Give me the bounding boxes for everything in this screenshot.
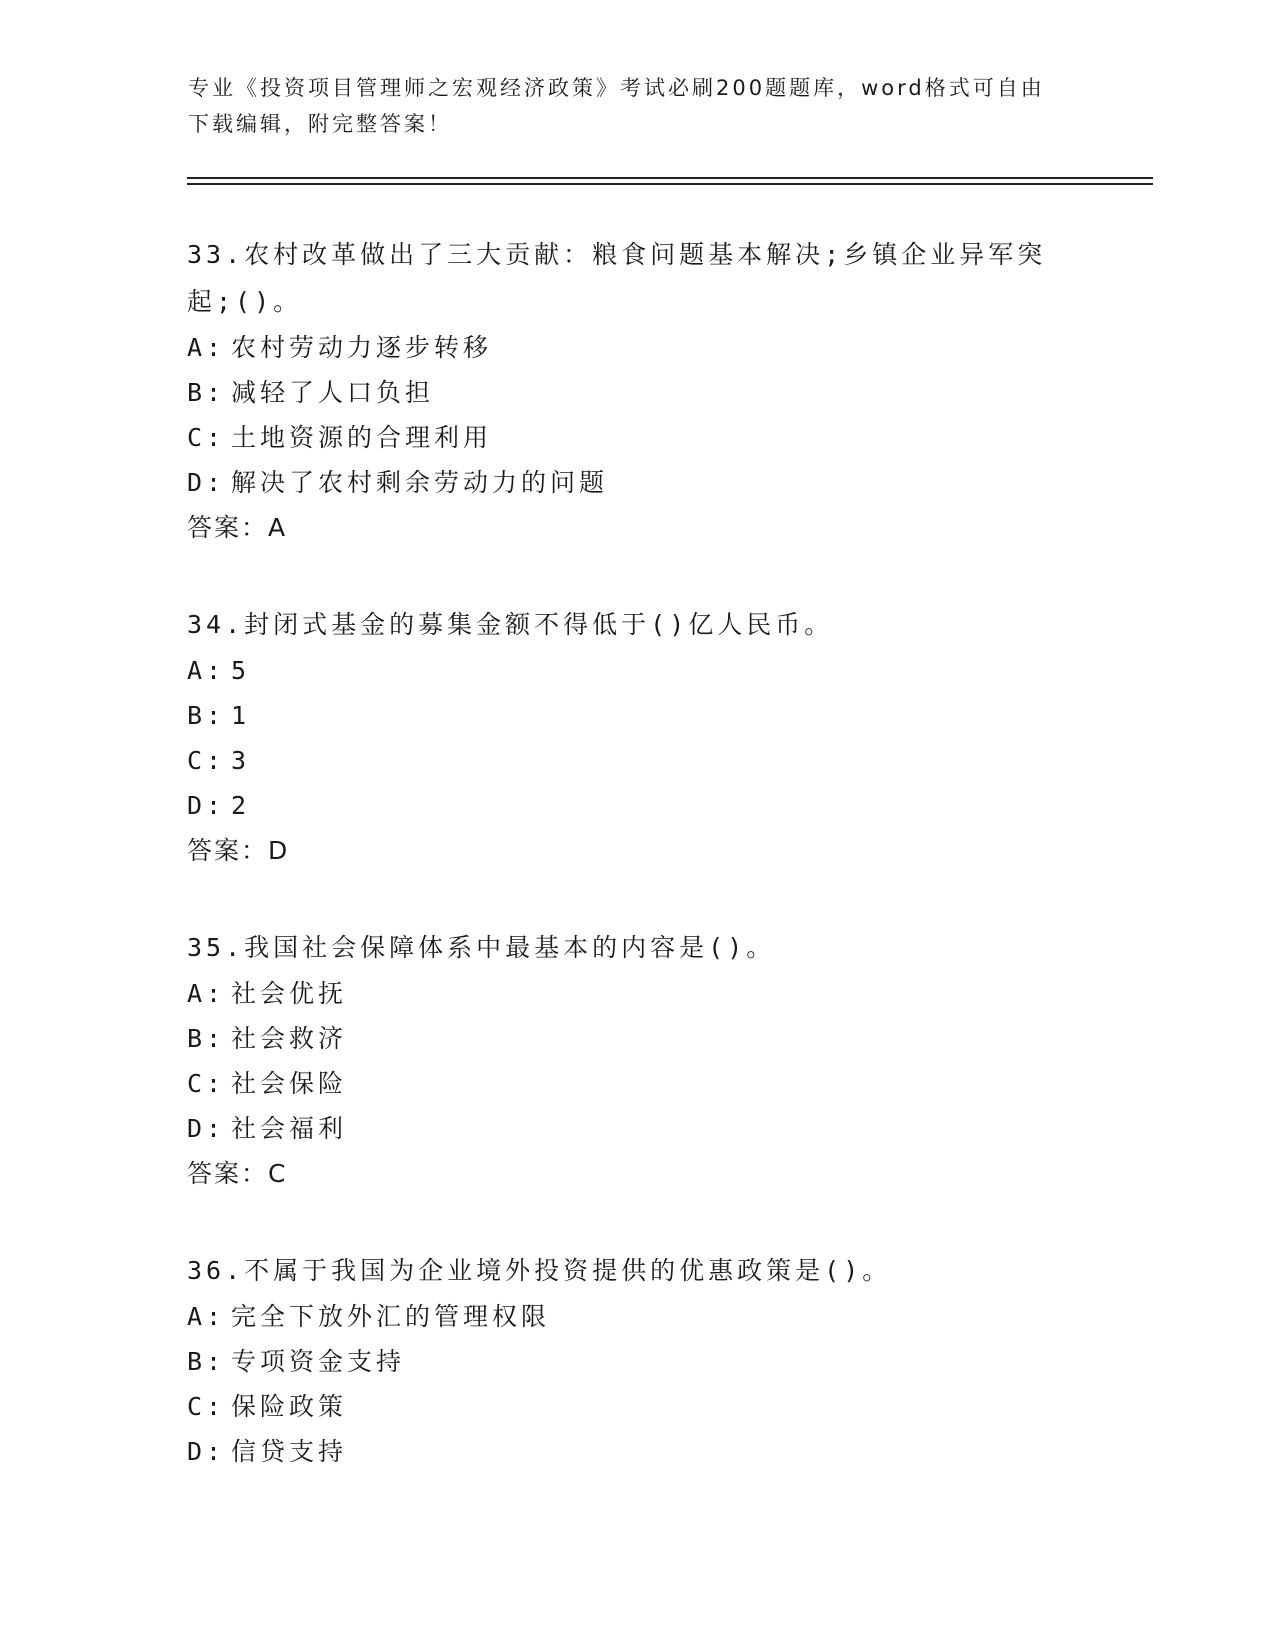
option-text: 2 (231, 791, 251, 820)
question-stem: 36.不属于我国为企业境外投资提供的优惠政策是()。 (187, 1256, 892, 1285)
option-text: 土地资源的合理利用 (231, 423, 493, 452)
option-letter: C: (187, 1392, 226, 1421)
option-a (187, 325, 1087, 370)
option-text: 农村劳动力逐步转移 (231, 333, 493, 362)
option-c (187, 1061, 1087, 1106)
option-b (187, 1339, 1087, 1384)
option-c (187, 415, 1087, 460)
option-text: 专项资金支持 (231, 1347, 406, 1376)
header-divider-top (187, 177, 1153, 179)
option-letter: A: (187, 333, 226, 362)
option-c (187, 1384, 1087, 1429)
question-stem: 33.农村改革做出了三大贡献：粮食问题基本解决;乡镇企业异军突起;()。 (187, 240, 1047, 316)
option-letter: D: (187, 1114, 226, 1143)
option-a (187, 1294, 1087, 1339)
option-letter: D: (187, 791, 226, 820)
answer-line: 答案：D (187, 836, 290, 865)
option-text: 3 (231, 746, 251, 775)
option-d (187, 1106, 1087, 1151)
option-a (187, 971, 1087, 1016)
option-text: 减轻了人口负担 (231, 378, 435, 407)
question-36 (187, 1247, 1087, 1474)
header-divider-bottom (187, 183, 1153, 185)
option-text: 社会优抚 (231, 979, 348, 1008)
option-text: 完全下放外汇的管理权限 (231, 1302, 551, 1331)
option-a (187, 648, 1087, 693)
option-d (187, 783, 1087, 828)
option-b (187, 370, 1087, 415)
option-letter: A: (187, 1302, 226, 1331)
option-d (187, 1429, 1087, 1474)
option-letter: B: (187, 701, 226, 730)
option-letter: D: (187, 1437, 226, 1466)
option-letter: C: (187, 746, 226, 775)
option-text: 保险政策 (231, 1392, 348, 1421)
option-letter: B: (187, 1347, 226, 1376)
question-34 (187, 601, 1087, 874)
option-letter: B: (187, 378, 226, 407)
question-35 (187, 924, 1087, 1197)
option-letter: A: (187, 979, 226, 1008)
option-b (187, 1016, 1087, 1061)
option-letter: C: (187, 423, 226, 452)
option-c (187, 738, 1087, 783)
option-text: 1 (231, 701, 251, 730)
option-b (187, 693, 1087, 738)
option-letter: C: (187, 1069, 226, 1098)
question-33 (187, 231, 1087, 551)
option-letter: D: (187, 468, 226, 497)
option-text: 社会福利 (231, 1114, 348, 1143)
option-text: 解决了农村剩余劳动力的问题 (231, 468, 609, 497)
answer-line: 答案：C (187, 1159, 288, 1188)
option-text: 5 (231, 656, 251, 685)
option-letter: B: (187, 1024, 226, 1053)
option-text: 信贷支持 (231, 1437, 348, 1466)
question-stem: 35.我国社会保障体系中最基本的内容是()。 (187, 933, 776, 962)
question-list (187, 231, 1087, 1524)
option-d (187, 460, 1087, 505)
option-text: 社会救济 (231, 1024, 348, 1053)
document-header: 专业《投资项目管理师之宏观经济政策》考试必刷200题题库，word格式可自由下载编辑，附完整答案！ (188, 76, 1045, 136)
option-text: 社会保险 (231, 1069, 348, 1098)
option-letter: A: (187, 656, 226, 685)
answer-line: 答案：A (187, 513, 288, 542)
question-stem: 34.封闭式基金的募集金额不得低于()亿人民币。 (187, 610, 834, 639)
